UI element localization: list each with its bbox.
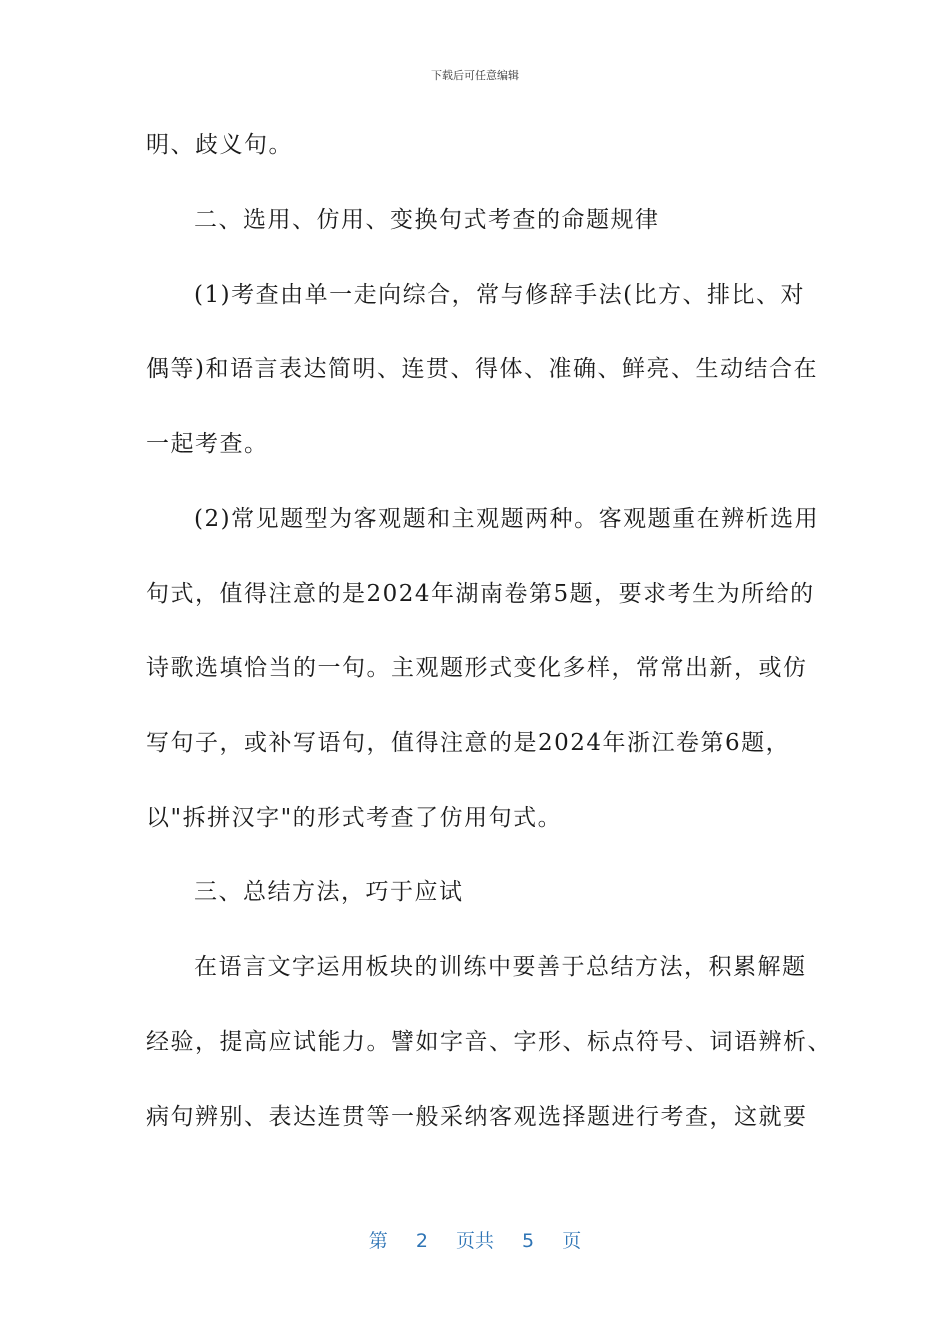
current-page-number: 2 xyxy=(415,1230,428,1252)
text-line: 一起考查。 xyxy=(146,431,269,457)
text-line: 经验，提高应试能力。譬如字音、字形、标点符号、词语辨析、 xyxy=(146,1029,832,1055)
page-label-mid: 页共 xyxy=(455,1230,494,1252)
text-line: 明、歧义句。 xyxy=(146,132,293,158)
page-footer xyxy=(0,1226,950,1253)
total-pages-number: 5 xyxy=(522,1230,535,1252)
text-line: 句式，值得注意的是2024年湖南卷第5题，要求考生为所给的 xyxy=(146,581,815,607)
page-label-prefix: 第 xyxy=(368,1230,388,1252)
header-note: 下载后可任意编辑 xyxy=(431,69,519,82)
section-heading: 三、总结方法，巧于应试 xyxy=(194,879,464,905)
text-line: 偶等)和语言表达简明、连贯、得体、准确、鲜亮、生动结合在 xyxy=(146,356,818,382)
text-line: 在语言文字运用板块的训练中要善于总结方法，积累解题 xyxy=(194,954,807,980)
page-label-suffix: 页 xyxy=(562,1230,582,1252)
text-line: 诗歌选填恰当的一句。主观题形式变化多样，常常出新，或仿 xyxy=(146,655,808,681)
text-line: (1)考查由单一走向综合，常与修辞手法(比方、排比、对 xyxy=(194,282,806,308)
text-line: (2)常见题型为客观题和主观题两种。客观题重在辨析选用 xyxy=(194,506,820,532)
section-heading: 二、选用、仿用、变换句式考查的命题规律 xyxy=(194,207,660,233)
text-line: 以"拆拼汉字"的形式考查了仿用句式。 xyxy=(146,805,563,831)
text-line: 写句子，或补写语句，值得注意的是2024年浙江卷第6题， xyxy=(146,730,791,756)
text-line: 病句辨别、表达连贯等一般采纳客观选择题进行考查，这就要 xyxy=(146,1104,808,1130)
